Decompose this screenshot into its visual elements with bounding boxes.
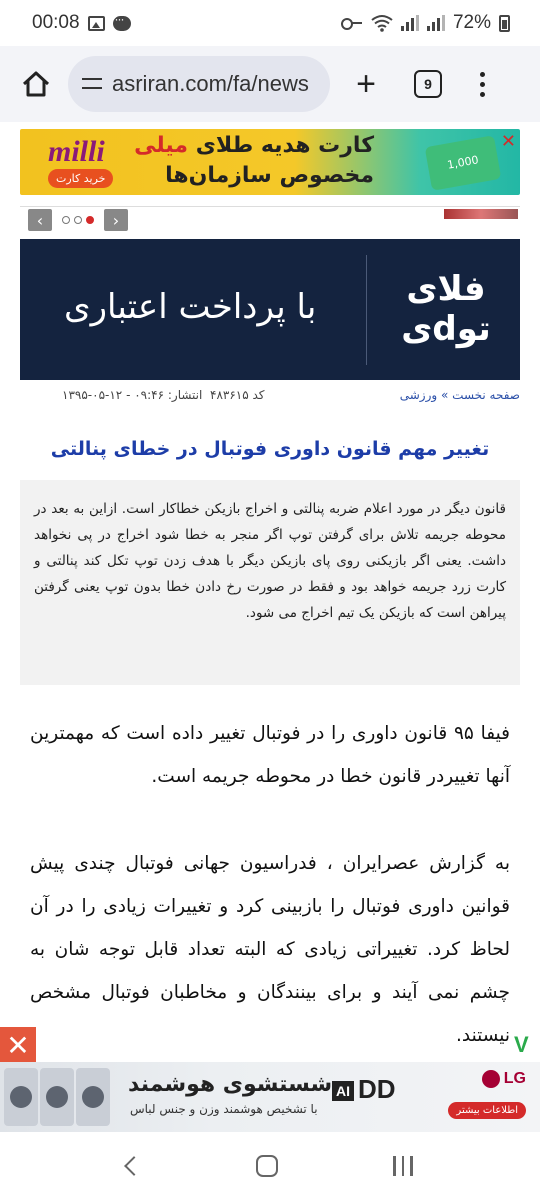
signal-icon (401, 15, 419, 31)
message-icon (113, 16, 131, 31)
ad-bottom-subtitle: با تشخیص هوشمند وزن و جنس لباس (130, 1102, 318, 1116)
article-code: کد ۴۸۳۶۱۵ (210, 388, 265, 402)
ai-dd-logo: AI DD (332, 1074, 396, 1105)
bottom-ad-close-button[interactable]: ✕ (0, 1027, 36, 1063)
home-nav-icon[interactable] (256, 1155, 278, 1177)
ad-close-icon[interactable]: ✕ (500, 131, 516, 152)
ad-more-info-button[interactable]: اطلاعات بیشتر (448, 1102, 526, 1119)
new-tab-button[interactable]: + (356, 64, 376, 103)
slider-dot[interactable] (62, 216, 70, 224)
address-bar[interactable] (68, 56, 330, 112)
recent-apps-icon[interactable] (393, 1156, 413, 1176)
ad-brand-logo: milli (48, 135, 105, 168)
site-settings-icon[interactable] (82, 75, 102, 93)
status-bar (0, 0, 540, 46)
bottom-ad-banner[interactable] (0, 1062, 540, 1132)
signal-icon-2 (427, 15, 445, 31)
tab-switcher-button[interactable]: 9 (414, 70, 442, 98)
slider-dot-active[interactable] (86, 216, 94, 224)
publish-date: انتشار: ۰۹:۴۶ - ۱۲-۰۵-۱۳۹۵ (62, 388, 203, 402)
home-icon (21, 70, 51, 98)
washing-machine-image (4, 1068, 110, 1126)
url-text: asriran.com/fa/news (112, 71, 309, 96)
menu-button[interactable] (470, 62, 494, 106)
top-ad-banner[interactable] (20, 129, 520, 195)
battery-icon (499, 15, 510, 32)
breadcrumb[interactable]: صفحه نخست » ورزشی (399, 388, 520, 402)
gallery-icon (88, 16, 105, 31)
banner-divider (366, 255, 367, 365)
system-nav-bar (0, 1132, 540, 1200)
article-headline: تغییر مهم قانون داوری فوتبال در خطای پنالتی (50, 438, 490, 460)
ad-network-logo: V (514, 1032, 529, 1057)
web-page (0, 122, 540, 1132)
article-paragraph: به گزارش عصرایران ، فدراسیون جهانی فوتبال چندی پیش قوانین داوری فوتبال را بازبینی کرد و تغییرات زیادی را در آن لحاظ کرد. تغییراتی زیادی که البته تعداد قابل توجه شان به چشم نمی آیند و برای بینندگان و مخاطبان فوتبال مشخص نیستند. (30, 853, 510, 1046)
slider-prev-button[interactable]: ‹ (28, 209, 52, 231)
ad-subline: مخصوص سازمان‌ها (165, 163, 374, 188)
image-slider (20, 206, 520, 232)
ad-buy-button[interactable]: خرید کارت (48, 169, 113, 188)
slider-next-button[interactable]: › (104, 209, 128, 231)
wifi-icon (371, 14, 393, 32)
slider-image-thumbnail (444, 209, 518, 219)
clock: 00:08 (32, 12, 80, 33)
battery-percent: 72% (452, 12, 491, 33)
banner-text: با پرداخت اعتباری (64, 287, 317, 327)
ad-gift-card-image: 1,000 (425, 135, 502, 190)
slider-dot[interactable] (74, 216, 82, 224)
flytoday-ad-banner[interactable] (20, 239, 520, 380)
ad-headline: کارت هدیه طلای میلی (134, 133, 374, 158)
back-icon[interactable] (125, 1156, 145, 1176)
vpn-key-icon (341, 18, 363, 28)
article-meta (20, 388, 520, 408)
home-button[interactable] (14, 62, 58, 106)
lg-logo: LG (482, 1070, 526, 1088)
browser-toolbar (0, 46, 540, 122)
article-lead: قانون دیگر در مورد اعلام ضربه پنالتی و اخراج بازیکن خطاکار است. ازاین به بعد در محوطه جریمه تلاش برای گرفتن توپ اگر منجر به خطا شود اخراج در پی نخواهد داشت. یعنی اگر بازیکنی روی پای بازیکن دیگر با هدف زدن توپ تکل کند پنالتی و کارت زرد جریمه خواهد بود و فقط در صورت رخ دادن خطا بدون توپ یعنی گرفتن پیراهن است که بازیکن یک تیم اخراج می شود. (20, 480, 520, 685)
ad-bottom-title: شستشوی هوشمند (128, 1072, 333, 1097)
article-paragraph: فیفا ۹۵ قانون داوری را در فوتبال تغییر داده است که مهمترین آنها تغییردر قانون خطا در محوطه جریمه است. (30, 723, 511, 787)
banner-brand-logo: فلای توdی (401, 269, 491, 349)
